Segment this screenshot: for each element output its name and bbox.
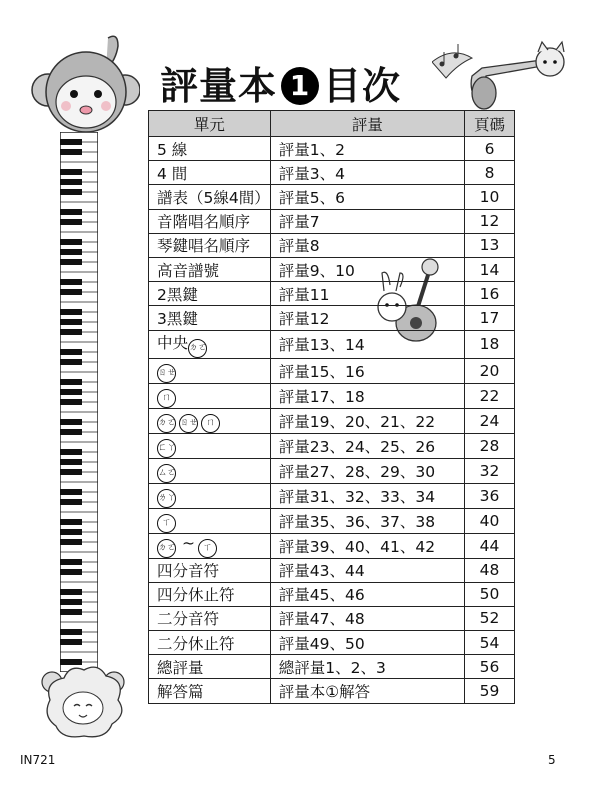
page-cell: 10 <box>465 185 515 209</box>
table-row <box>149 383 515 408</box>
unit-cell <box>149 631 271 655</box>
page-cell: 24 <box>465 408 515 433</box>
quiz-cell: 評量13、14 <box>270 330 464 358</box>
page-cell: 59 <box>465 679 515 703</box>
unit-label: 中央 <box>157 333 189 352</box>
unit-cell <box>149 233 271 257</box>
quiz-cell: 評量1、2 <box>270 137 464 161</box>
book-code: IN721 <box>20 753 56 767</box>
unit-cell <box>149 433 271 458</box>
header-unit: 單元 <box>149 111 271 137</box>
unit-cell <box>149 306 271 330</box>
table-row <box>149 679 515 703</box>
page-title <box>160 55 460 108</box>
unit-cell <box>149 161 271 185</box>
quiz-cell: 評量15、16 <box>270 358 464 383</box>
table-row <box>149 631 515 655</box>
quiz-cell: 評量3、4 <box>270 161 464 185</box>
quiz-cell: 評量31、32、33、34 <box>270 483 464 508</box>
unit-cell <box>149 458 271 483</box>
table-row <box>149 558 515 582</box>
page-cell: 50 <box>465 582 515 606</box>
page-cell: 12 <box>465 209 515 233</box>
unit-label: 琴鍵唱名順序 <box>157 237 251 256</box>
unit-label: 四分休止符 <box>157 586 235 605</box>
quiz-cell: 評量47、48 <box>270 606 464 630</box>
table-row <box>149 137 515 161</box>
quiz-cell: 評量5、6 <box>270 185 464 209</box>
page-cell: 52 <box>465 606 515 630</box>
table-row <box>149 582 515 606</box>
page-cell: 32 <box>465 458 515 483</box>
quiz-cell: 評量49、50 <box>270 631 464 655</box>
circled-solfege-icon: ㄌㄚ <box>157 489 176 508</box>
unit-cell <box>149 209 271 233</box>
quiz-cell: 評量43、44 <box>270 558 464 582</box>
unit-label: 解答篇 <box>157 683 204 702</box>
quiz-cell: 評量19、20、21、22 <box>270 408 464 433</box>
unit-cell <box>149 408 271 433</box>
quiz-cell: 評量12 <box>270 306 464 330</box>
page-cell: 28 <box>465 433 515 458</box>
quiz-cell: 評量45、46 <box>270 582 464 606</box>
circled-solfege-icon: ㄒ <box>198 539 217 558</box>
toc-table <box>148 110 515 704</box>
quiz-cell: 評量35、36、37、38 <box>270 508 464 533</box>
sheep-icon <box>38 660 128 740</box>
quiz-cell: 評量27、28、29、30 <box>270 458 464 483</box>
quiz-cell: 評量本①解答 <box>270 679 464 703</box>
unit-cell <box>149 558 271 582</box>
page-cell: 8 <box>465 161 515 185</box>
unit-cell <box>149 533 271 558</box>
unit-label: 二分休止符 <box>157 634 235 653</box>
toc-body <box>149 137 515 704</box>
page-cell: 40 <box>465 508 515 533</box>
unit-cell <box>149 483 271 508</box>
circled-solfege-icon: ㄉㄛ <box>157 539 176 558</box>
table-row <box>149 233 515 257</box>
circled-solfege-icon: ㄖㄝ <box>157 364 176 383</box>
circled-solfege-icon: ㄈㄚ <box>157 439 176 458</box>
circled-solfege-icon: ㄖㄝ <box>179 414 198 433</box>
circled-solfege-icon: ㄒ <box>157 514 176 533</box>
quiz-cell: 評量23、24、25、26 <box>270 433 464 458</box>
table-row <box>149 330 515 358</box>
circled-solfege-icon: ㄉㄛ <box>188 339 207 358</box>
unit-cell <box>149 257 271 281</box>
page-cell: 22 <box>465 383 515 408</box>
page-cell: 18 <box>465 330 515 358</box>
unit-label: 高音譜號 <box>157 261 220 280</box>
table-row <box>149 433 515 458</box>
title-text-before: 評量本 <box>160 64 278 108</box>
table-row <box>149 533 515 558</box>
unit-label: 4 間 <box>157 164 188 183</box>
table-row <box>149 408 515 433</box>
page-cell: 17 <box>465 306 515 330</box>
unit-label: 2黑鍵 <box>157 285 198 304</box>
unit-cell <box>149 358 271 383</box>
unit-cell <box>149 185 271 209</box>
page-cell: 54 <box>465 631 515 655</box>
unit-label: 譜表（5線4間） <box>157 188 270 207</box>
circled-solfege-icon: ㄙㄛ <box>157 464 176 483</box>
page-cell: 20 <box>465 358 515 383</box>
table-row <box>149 306 515 330</box>
table-row <box>149 209 515 233</box>
quiz-cell: 評量9、10 <box>270 257 464 281</box>
quiz-cell: 評量7 <box>270 209 464 233</box>
unit-label: 總評量 <box>157 658 204 677</box>
table-row <box>149 282 515 306</box>
unit-label: 二分音符 <box>157 610 220 629</box>
table-row <box>149 161 515 185</box>
circled-solfege-icon: ㄉㄛ <box>157 414 176 433</box>
page-cell: 48 <box>465 558 515 582</box>
quiz-cell: 評量8 <box>270 233 464 257</box>
unit-label: 四分音符 <box>157 562 220 581</box>
unit-cell <box>149 655 271 679</box>
table-row <box>149 606 515 630</box>
toc-header-row <box>149 111 515 137</box>
quiz-cell: 評量17、18 <box>270 383 464 408</box>
circled-solfege-icon: ㄇ <box>157 389 176 408</box>
header-quiz: 評量 <box>270 111 464 137</box>
table-row <box>149 508 515 533</box>
page-cell: 16 <box>465 282 515 306</box>
range-tilde: ~ <box>182 533 195 552</box>
page-number: 5 <box>548 753 556 767</box>
piano-keyboard-icon <box>60 132 98 672</box>
page-cell: 6 <box>465 137 515 161</box>
unit-label: 5 線 <box>157 140 188 159</box>
header-page: 頁碼 <box>465 111 515 137</box>
page-cell: 56 <box>465 655 515 679</box>
unit-cell <box>149 330 271 358</box>
quiz-cell: 總評量1、2、3 <box>270 655 464 679</box>
unit-cell <box>149 282 271 306</box>
table-row <box>149 458 515 483</box>
title-circle-number: 1 <box>281 67 319 105</box>
unit-label: 音階唱名順序 <box>157 213 251 232</box>
unit-cell <box>149 508 271 533</box>
unit-cell <box>149 137 271 161</box>
quiz-cell: 評量39、40、41、42 <box>270 533 464 558</box>
table-row <box>149 185 515 209</box>
table-row <box>149 483 515 508</box>
trumpet-cat-icon <box>432 38 572 113</box>
unit-label: 3黑鍵 <box>157 309 198 328</box>
table-row <box>149 655 515 679</box>
circled-solfege-icon: ㄇ <box>201 414 220 433</box>
quiz-cell: 評量11 <box>270 282 464 306</box>
unit-cell <box>149 582 271 606</box>
page-cell: 13 <box>465 233 515 257</box>
page-cell: 36 <box>465 483 515 508</box>
table-row <box>149 358 515 383</box>
page-cell: 14 <box>465 257 515 281</box>
unit-cell <box>149 679 271 703</box>
monkey-icon <box>30 30 140 140</box>
title-text-after: 目次 <box>323 64 402 108</box>
unit-cell <box>149 383 271 408</box>
unit-cell <box>149 606 271 630</box>
table-row <box>149 257 515 281</box>
page-cell: 44 <box>465 533 515 558</box>
